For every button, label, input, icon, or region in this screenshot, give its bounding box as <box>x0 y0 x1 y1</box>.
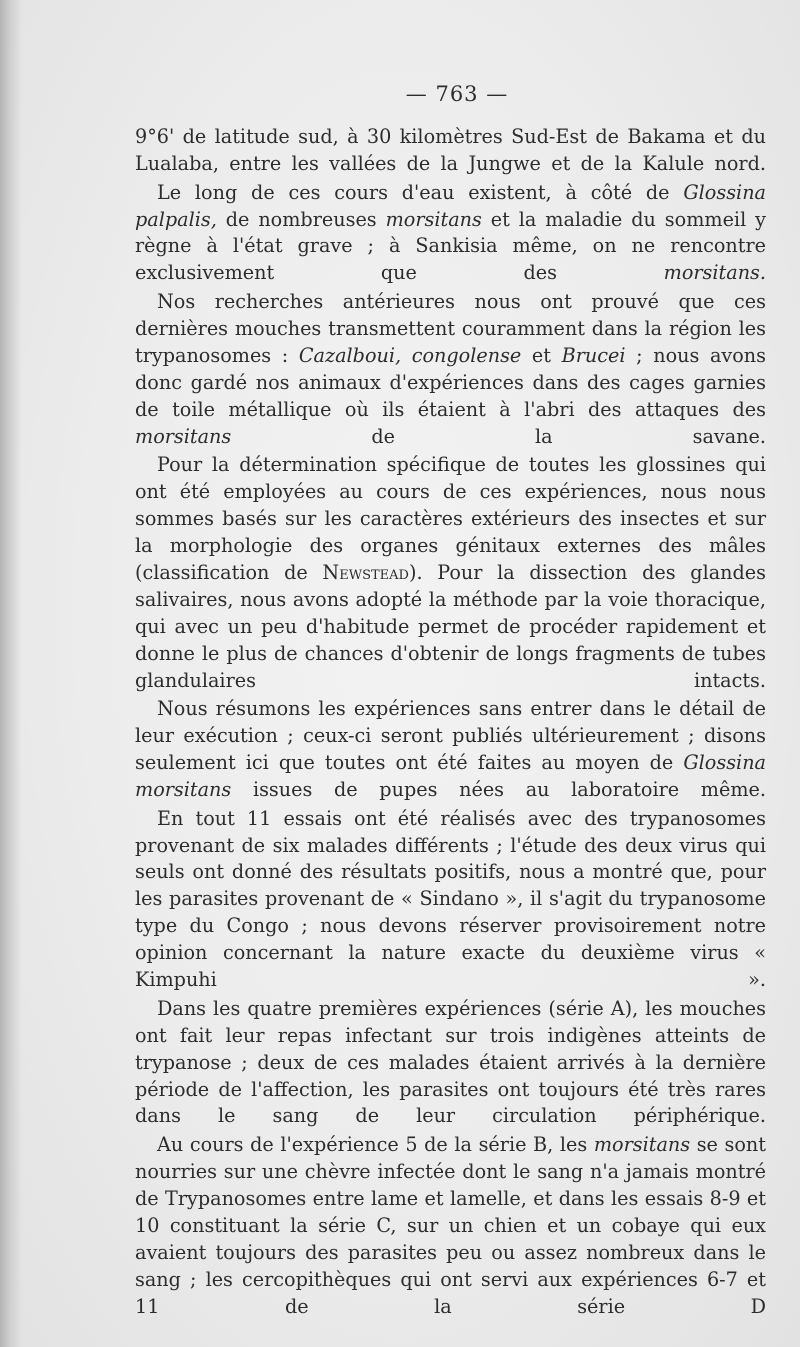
text-run: et <box>521 343 562 367</box>
text-run: Au cours de l'expérience 5 de la série B, les <box>157 1133 594 1157</box>
body-text <box>135 124 766 1320</box>
italic-text: Cazalboui, congolense <box>298 343 522 367</box>
paragraph <box>135 1132 766 1320</box>
italic-text: Glossina morsitans <box>135 751 766 801</box>
page-number: — 763 — <box>405 82 509 106</box>
italic-text: Brucei <box>561 343 626 367</box>
italic-text: morsitans <box>385 207 482 231</box>
paragraph <box>135 180 766 288</box>
text-run: Dans les quatre premières expériences (série A), les mouches ont fait leur repas infectant sur trois indigènes atteints de trypanose ; deux de ces malades étaient arrivés à la dernière période de l'affection, les parasites ont toujours été très rares dans le sang de leur circulation périphérique. <box>135 996 766 1128</box>
text-run: ). Pour la dissection des glandes salivaires, nous avons adopté la méthode par la voie thoracique, qui avec un peu d'habitude permet de procéder rapidement et donne le plus de chances d'obtenir de longs fragments de tubes glandulaires intacts. <box>135 560 766 692</box>
text-run: Nos recherches antérieures nous ont prouvé que ces dernières mouches transmettent couramment dans la région les trypanosomes : <box>135 290 766 367</box>
text-run: de nombreuses <box>216 207 386 231</box>
text-run: Le long de ces cours d'eau existent, à côté de <box>157 180 684 204</box>
text-run: 9°6' de latitude sud, à 30 kilomètres Sud-Est de Bakama et du Lualaba, entre les vallées de la Jungwe et de la Kalule nord. <box>135 125 766 175</box>
text-run: En tout 11 essais ont été réalisés avec des trypanosomes provenant de six malades différents ; l'étude des deux virus qui seuls ont donné des résultats positifs, nous a montré que, pour les parasites provenant de « Sindano », il s'agit du trypanosome type du Congo ; nous devons réserver provisoirement notre opinion concernant la nature exacte du deuxième virus « Kimpuhi ». <box>135 806 766 992</box>
text-run: ; nous avons donc gardé nos animaux d'expériences dans des cages garnies de toile métallique où ils étaient à l'abri des attaques des <box>135 343 766 421</box>
text-run: de la savane. <box>231 424 766 448</box>
page-binding-shadow <box>0 0 22 1347</box>
text-run: et la maladie du sommeil y règne à l'état grave ; à Sankisia même, on ne rencontre exclusivement que des <box>135 207 766 285</box>
paragraph <box>135 996 766 1131</box>
paragraph <box>135 289 766 450</box>
paragraph <box>135 452 766 694</box>
paragraph <box>135 124 766 178</box>
italic-text: morsitans <box>135 424 232 448</box>
paragraph <box>135 696 766 804</box>
italic-text: morsitans <box>593 1133 691 1157</box>
smallcaps-text: Newstead <box>322 560 409 584</box>
paragraph <box>135 806 766 994</box>
text-run: se sont nourries sur une chèvre infectée dont le sang n'a jamais montré de Trypanosomes entre lame et lamelle, et dans les essais 8-9 et 10 constituant la série C, sur un chien et un cobaye qui eux avaient toujours des parasites peu ou assez nombreux dans le sang ; les cercopithèques qui ont servi aux expériences 6-7 et 11 de la série D <box>135 1133 766 1318</box>
text-run: issues de pupes nées au laboratoire même. <box>231 777 766 801</box>
italic-text: Glossina palpalis, <box>135 180 766 231</box>
text-run: Pour la détermination spécifique de toutes les glossines qui ont été employées au cours de ces expériences, nous nous sommes basés sur les caractères extérieurs des insectes et sur la morphologie des organes génitaux externes des mâles (classification de <box>135 453 766 584</box>
italic-text: morsitans. <box>663 261 766 285</box>
text-run: Nous résumons les expériences sans entrer dans le détail de leur exécution ; ceux-ci seront publiés ultérieurement ; disons seulement ici que toutes ont été faites au moyen de <box>135 697 766 775</box>
